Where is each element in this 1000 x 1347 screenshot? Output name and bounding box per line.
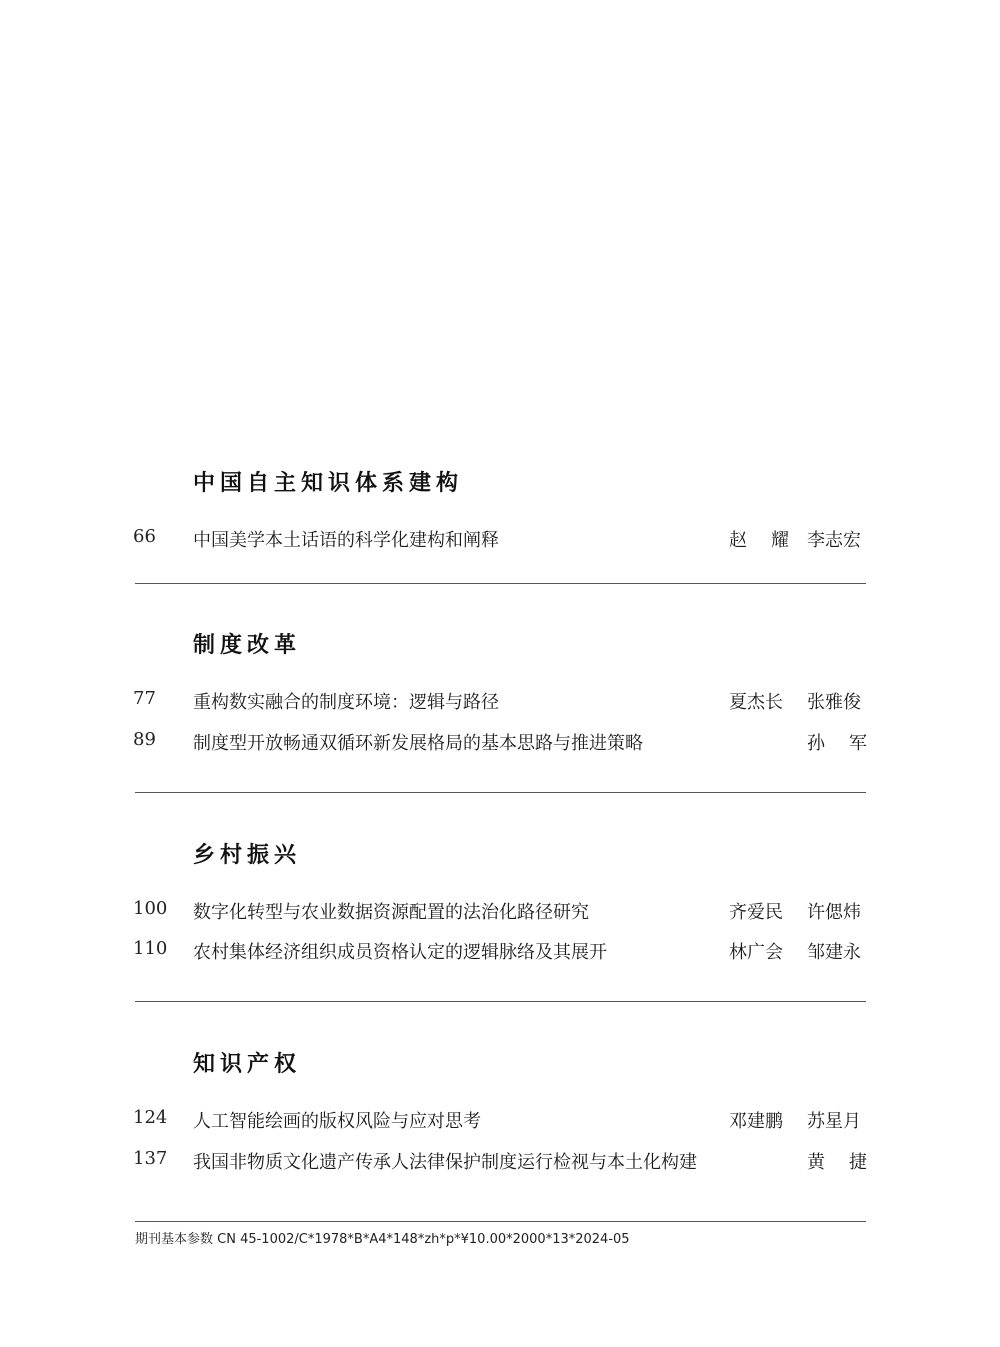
entry-page-number: 66: [133, 526, 156, 547]
entry-author-1: 赵 耀: [729, 530, 789, 551]
entry-page-number: 137: [133, 1148, 168, 1169]
entry-author-2: 李志宏: [807, 530, 861, 551]
entry-page-number: 100: [133, 898, 168, 919]
entry-title: 我国非物质文化遗产传承人法律保护制度运行检视与本土化构建: [193, 1152, 697, 1173]
entry-author-2: 张雅俊: [807, 692, 861, 713]
entry-author-1: 邓建鹏: [729, 1111, 783, 1132]
toc-entry[interactable]: [0, 526, 1000, 552]
entry-page-number: 110: [133, 938, 168, 959]
section-title-zhidu-gaige: 制度改革: [193, 633, 302, 658]
entry-page-number: 77: [133, 688, 156, 709]
journal-parameters: 期刊基本参数 CN 45-1002/C*1978*B*A4*148*zh*p*¥10.00*2000*13*2024-05: [135, 1232, 630, 1247]
section-divider: [135, 1001, 866, 1002]
entry-author-1: 林广会: [729, 942, 783, 963]
entry-author-2: 邹建永: [807, 942, 861, 963]
section-divider: [135, 583, 866, 584]
entry-title: 数字化转型与农业数据资源配置的法治化路径研究: [193, 902, 589, 923]
toc-entry[interactable]: [0, 1148, 1000, 1174]
section-divider: [135, 792, 866, 793]
entry-author-1: 夏杰长: [729, 692, 783, 713]
toc-entry[interactable]: [0, 688, 1000, 714]
entry-author-2: 孙 军: [807, 733, 867, 754]
entry-title: 中国美学本土话语的科学化建构和阐释: [193, 530, 499, 551]
entry-author-1: 齐爱民: [729, 902, 783, 923]
toc-entry[interactable]: [0, 898, 1000, 924]
entry-author-2: 黄 捷: [807, 1152, 867, 1173]
entry-page-number: 89: [133, 729, 156, 750]
entry-author-2: 许偲炜: [807, 902, 861, 923]
entry-page-number: 124: [133, 1107, 168, 1128]
entry-title: 农村集体经济组织成员资格认定的逻辑脉络及其展开: [193, 942, 607, 963]
section-title-xiangcun-zhenxing: 乡村振兴: [193, 843, 302, 868]
entry-title: 重构数实融合的制度环境：逻辑与路径: [193, 692, 499, 713]
section-title-zhongguo-zizhu: 中国自主知识体系建构: [193, 471, 464, 496]
entry-title: 人工智能绘画的版权风险与应对思考: [193, 1111, 481, 1132]
toc-entry[interactable]: [0, 729, 1000, 755]
toc-entry[interactable]: [0, 938, 1000, 964]
entry-title: 制度型开放畅通双循环新发展格局的基本思路与推进策略: [193, 733, 643, 754]
entry-author-2: 苏星月: [807, 1111, 861, 1132]
footer-divider: [135, 1221, 866, 1222]
section-title-zhishi-chanquan: 知识产权: [193, 1052, 302, 1077]
toc-entry[interactable]: [0, 1107, 1000, 1133]
